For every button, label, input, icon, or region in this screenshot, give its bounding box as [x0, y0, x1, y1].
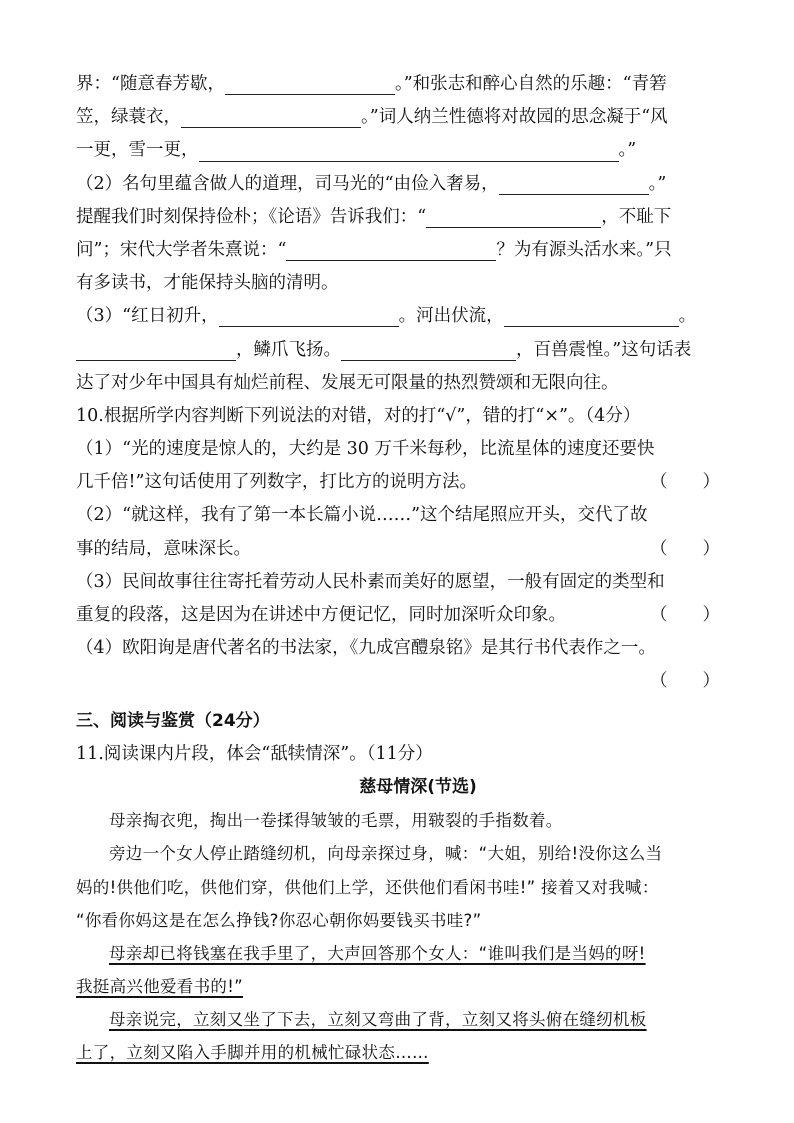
- text: 。: [678, 306, 697, 327]
- text: ？为有源头活水来。”只: [496, 239, 672, 260]
- text: 。”和张志和醉心自然的乐趣：“青箬: [394, 74, 667, 94]
- text: 。”词人纳兰性德将对故园的思念凝于“风: [361, 107, 668, 128]
- answer-blank[interactable]: [225, 71, 395, 96]
- text: （3）“红日初升，: [76, 306, 219, 327]
- passage-p4-l1: [76, 1003, 720, 1036]
- underlined-text: 母亲说完，立刻又坐了下去，立刻又弯曲了背，立刻又将头俯在缝纫机板: [109, 1010, 647, 1030]
- q11-title: 11.阅读课内片段，体会“舐犊情深”。（11分）: [76, 743, 433, 764]
- answer-blank[interactable]: [504, 303, 679, 328]
- q10-item4-line1: （4）欧阳询是唐代著名的书法家，《九成宫醴泉铭》是其行书代表作之一。: [76, 638, 656, 659]
- text: ，鳞爪飞扬。: [236, 339, 341, 360]
- text: 几千倍!”这句话使用了列数字，打比方的说明方法。: [76, 472, 477, 493]
- passage-p4-l2: [76, 1036, 720, 1069]
- text: 提醒我们时刻保持俭朴；《论语》告诉我们：“: [76, 206, 427, 227]
- text: 有多读书，才能保持头脑的清明。: [76, 273, 339, 294]
- passage-p3-l1: [76, 937, 720, 970]
- fill-line-2: [76, 101, 720, 134]
- text: 。”: [618, 140, 637, 161]
- text: 。”: [648, 173, 667, 194]
- passage-title: 慈母情深(节选): [359, 776, 477, 797]
- text: ，百兽震惶。”这句话表: [516, 339, 692, 360]
- passage-p2-l3: “你看你妈这是在怎么挣钱?你忍心朝你妈要钱买书哇?”: [76, 910, 482, 930]
- underlined-text: 母亲却已将钱塞在我手里了，大声回答那个女人：“谁叫我们是当妈的呀!: [109, 943, 646, 963]
- answer-paren[interactable]: （ ）: [650, 538, 720, 559]
- q10-item1-line2: [76, 466, 720, 499]
- text: （2）名句里蕴含做人的道理，司马光的“由俭入奢易，: [76, 173, 499, 194]
- passage-p1: 母亲掏衣兜，掏出一卷揉得皱皱的毛票，用皲裂的手指数着。: [109, 811, 563, 831]
- fill-line-6: [76, 234, 720, 267]
- text: 界：“随意春芳歇，: [76, 74, 225, 94]
- q10-item3-line1: （3）民间故事往往寄托着劳动人民朴素而美好的愿望，一般有固定的类型和: [76, 571, 665, 592]
- text: 笠，绿蓑衣，: [76, 107, 181, 128]
- fill-item-2: [76, 168, 720, 201]
- section-3-title: 三、阅读与鉴赏（24分）: [76, 710, 270, 731]
- passage-p2-l2: 妈的!供他们吃，供他们穿，供他们上学，还供他们看闲书哇!” 接着又对我喊：: [76, 877, 659, 897]
- fill-item-3: [76, 300, 720, 333]
- fill-line-3: [76, 134, 720, 167]
- fill-line-9: [76, 334, 720, 367]
- answer-blank[interactable]: [499, 170, 649, 195]
- answer-paren[interactable]: （ ）: [650, 605, 720, 625]
- text: 。河出伏流，: [398, 306, 504, 327]
- answer-blank[interactable]: [286, 236, 496, 261]
- answer-paren[interactable]: （ ）: [650, 671, 720, 692]
- passage-p2-l1: 旁边一个女人停止踏缝纫机，向母亲探过身，喊：“大姐，别给!没你这么当: [109, 844, 663, 864]
- answer-blank[interactable]: [426, 203, 601, 228]
- fill-line-1: [76, 68, 720, 101]
- q10-item1-line1: （1）“光的速度是惊人的，大约是 30 万千米每秒，比流星体的速度还要快: [76, 439, 655, 460]
- answer-paren[interactable]: （ ）: [650, 472, 720, 493]
- answer-blank[interactable]: [76, 336, 236, 361]
- text: 一更，雪一更，: [76, 140, 199, 161]
- text: ，不耻下: [601, 206, 672, 227]
- text: 重复的段落，这是因为在讲述中方便记忆，同时加深听众印象。: [76, 605, 566, 625]
- fill-line-7: [76, 267, 720, 300]
- fill-line-5: [76, 201, 720, 234]
- fill-line-10: [76, 367, 720, 400]
- q10-title: 10.根据所学内容判断下列说法的对错，对的打“√”，错的打“×”。（4分）: [76, 405, 641, 426]
- answer-blank[interactable]: [341, 336, 516, 361]
- text: 达了对少年中国具有灿烂前程、发展无可限量的热烈赞颂和无限向往。: [76, 372, 619, 393]
- passage-p3-l2: [76, 970, 720, 1003]
- underlined-text: 我挺高兴他爱看书的!”: [76, 977, 243, 997]
- q10-item2-line1: （2）“就这样，我有了第一本长篇小说……”这个结尾照应开头，交代了故: [76, 505, 648, 526]
- answer-blank[interactable]: [219, 303, 399, 328]
- text: 事的结局，意味深长。: [76, 538, 251, 559]
- text: 问”；宋代大学者朱熹说：“: [76, 239, 287, 260]
- answer-blank[interactable]: [181, 104, 361, 129]
- q10-item3-line2: [76, 599, 720, 632]
- underlined-text: 上了，立刻又陷入手脚并用的机械忙碌状态……: [76, 1043, 429, 1063]
- q10-item4-paren-line: [76, 665, 720, 698]
- answer-blank[interactable]: [199, 137, 619, 162]
- q10-item2-line2: [76, 533, 720, 566]
